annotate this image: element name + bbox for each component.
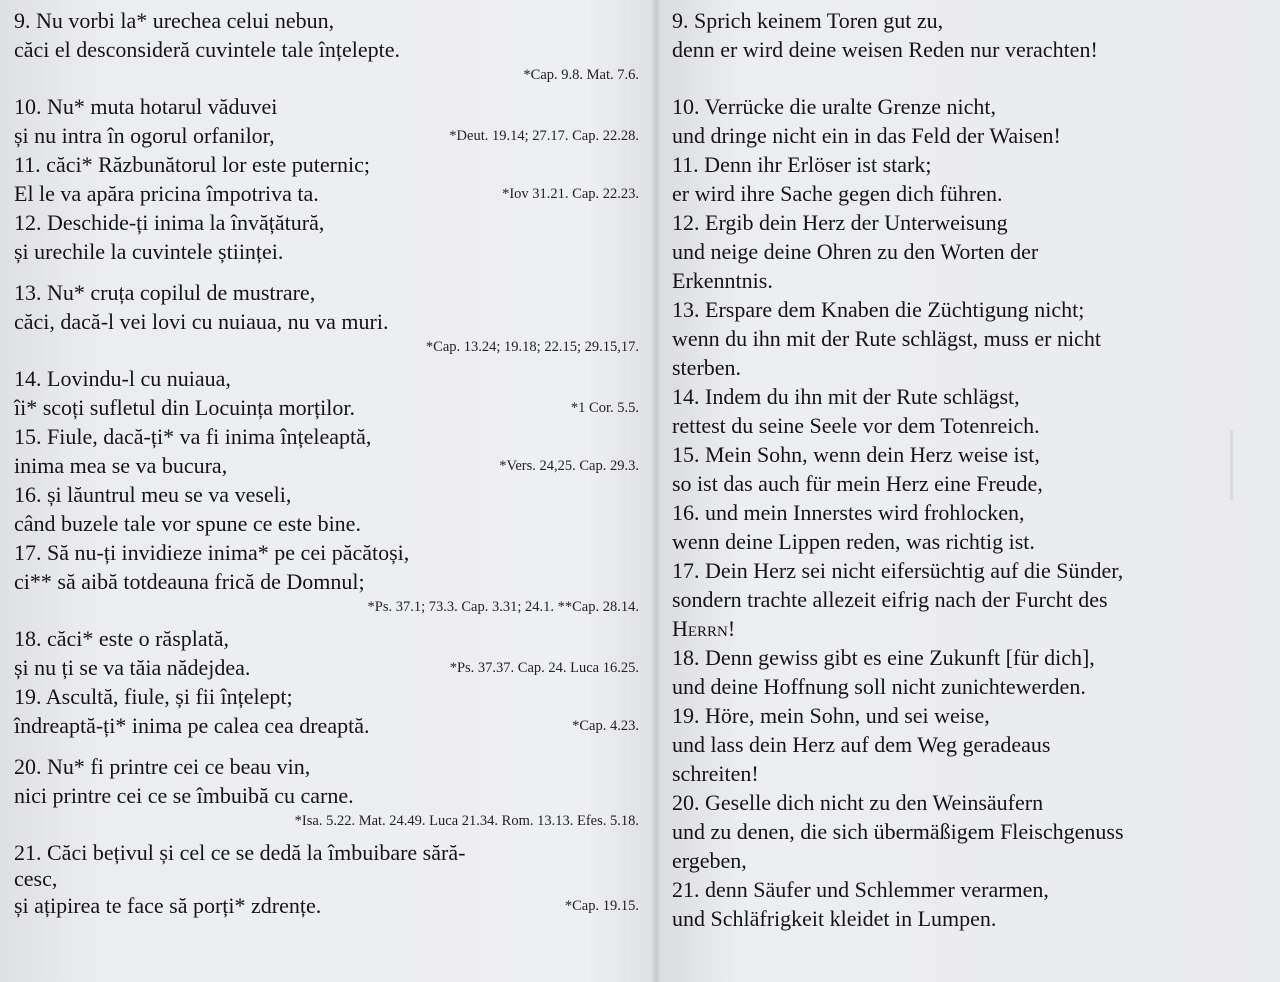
cross-reference: *Cap. 9.8. Mat. 7.6.: [523, 67, 639, 83]
verse-line: ci** să aibă totdeauna frică de Domnul;: [14, 569, 365, 594]
verse-line: 18. căci* este o răsplată,: [14, 626, 230, 651]
verse-line: îndreaptă-ți* inima pe calea cea dreaptă. *Cap. 4.23.: [14, 713, 639, 738]
german-column: [672, 6, 1267, 933]
verse-line: und zu denen, die sich übermäßigem Fleischgenuss: [672, 819, 1124, 844]
verse-line: 20. Nu* fi printre cei ce beau vin,: [14, 754, 311, 779]
verse-line: wenn deine Lippen reden, was richtig ist.: [672, 529, 1035, 554]
verse-line: nici printre cei ce se îmbuibă cu carne.: [14, 783, 354, 808]
romanian-column: [14, 6, 639, 920]
verse-line: și nu ți se va tăia nădejdea. *Ps. 37.37. Cap. 24. Luca 16.25.: [14, 655, 639, 680]
verse-line: 19. Ascultă, fiule, și fii înțelept;: [14, 684, 293, 709]
verse-line: und neige deine Ohren zu den Worten der: [672, 239, 1039, 264]
verse-line: 16. und mein Innerstes wird frohlocken,: [672, 500, 1025, 525]
verse-line: 19. Höre, mein Sohn, und sei weise,: [672, 703, 990, 728]
verse-line: căci, dacă-l vei lovi cu nuiaua, nu va muri.: [14, 309, 389, 334]
verse-line: 10. Verrücke die uralte Grenze nicht,: [672, 94, 996, 119]
verse-line: sondern trachte allezeit eifrig nach der Furcht des: [672, 587, 1108, 612]
verse-line: 15. Mein Sohn, wenn dein Herz weise ist,: [672, 442, 1040, 467]
verse-line: schreiten!: [672, 761, 759, 786]
verse-line: sterben.: [672, 355, 742, 380]
cross-reference: *Ps. 37.1; 73.3. Cap. 3.31; 24.1. **Cap. 28.14.: [367, 599, 639, 615]
verse-line: 9. Sprich keinem Toren gut zu,: [672, 8, 944, 33]
verse-line: wenn du ihn mit der Rute schlägst, muss er nicht: [672, 326, 1101, 351]
verse-line: und dringe nicht ein in das Feld der Waisen!: [672, 123, 1061, 148]
verse-line: și ațipirea te face să porți* zdrențe. *Cap. 19.15.: [14, 893, 639, 918]
verse-line: und lass dein Herz auf dem Weg geradeaus: [672, 732, 1051, 757]
cross-reference: *Cap. 13.24; 19.18; 22.15; 29.15,17.: [425, 339, 639, 355]
verse-line: und Schläfrigkeit kleidet in Lumpen.: [672, 906, 997, 931]
verse-line: 14. Indem du ihn mit der Rute schlägst,: [672, 384, 1020, 409]
verse-line: so ist das auch für mein Herz eine Freude,: [672, 471, 1043, 496]
verse-line: und deine Hoffnung soll nicht zunichtewerden.: [672, 674, 1086, 699]
verse-line: 12. Deschide-ți inima la învățătură,: [14, 210, 325, 235]
verse-line: și urechile la cuvintele științei.: [14, 239, 284, 264]
verse-line: denn er wird deine weisen Reden nur verachten!: [672, 37, 1098, 62]
verse-line: 21. Căci bețivul și cel ce se dedă la îmbuibare sără-: [14, 840, 466, 865]
verse-line: 18. Denn gewiss gibt es eine Zukunft [für dich],: [672, 645, 1095, 670]
verse-line: 17. Dein Herz sei nicht eifersüchtig auf die Sünder,: [672, 558, 1124, 583]
verse-line: Herrn!: [672, 616, 736, 641]
verse-line: ergeben,: [672, 848, 747, 873]
verse-line: 15. Fiule, dacă-ți* va fi inima înțeleaptă,: [14, 424, 372, 449]
verse-line: inima mea se va bucura, *Vers. 24,25. Cap. 29.3.: [14, 453, 639, 478]
verse-line: 11. căci* Răzbunătorul lor este puternic;: [14, 152, 370, 177]
verse-line: 11. Denn ihr Erlöser ist stark;: [672, 152, 932, 177]
verse-line: cesc,: [14, 866, 58, 891]
verse-line: 12. Ergib dein Herz der Unterweisung: [672, 210, 1008, 235]
verse-line: căci el desconsideră cuvintele tale înțelepte.: [14, 37, 401, 62]
verse-line: 13. Erspare dem Knaben die Züchtigung nicht;: [672, 297, 1085, 322]
verse-line: 20. Geselle dich nicht zu den Weinsäufern: [672, 790, 1044, 815]
verse-line: 14. Lovindu-l cu nuiaua,: [14, 366, 231, 391]
verse-line: Erkenntnis.: [672, 268, 773, 293]
verse-line: 21. denn Säufer und Schlemmer verarmen,: [672, 877, 1049, 902]
verse-line: 10. Nu* muta hotarul văduvei: [14, 94, 278, 119]
verse-line: 17. Să nu-ți invidieze inima* pe cei păcătoși,: [14, 540, 410, 565]
verse-line: și nu intra în ogorul orfanilor, *Deut. 19.14; 27.17. Cap. 22.28.: [14, 123, 639, 148]
verse-line: El le va apăra pricina împotriva ta. *Iov 31.21. Cap. 22.23.: [14, 181, 639, 206]
verse-line: 16. și lăuntrul meu se va veseli,: [14, 482, 292, 507]
verse-line: când buzele tale vor spune ce este bine.: [14, 511, 361, 536]
cross-reference: *Isa. 5.22. Mat. 24.49. Luca 21.34. Rom. 13.13. Efes. 5.18.: [294, 813, 639, 829]
book-gutter: [651, 0, 661, 982]
verse-line: îi* scoți sufletul din Locuința morților. *1 Cor. 5.5.: [14, 395, 639, 420]
verse-line: 9. Nu vorbi la* urechea celui nebun,: [14, 8, 335, 33]
verse-line: rettest du seine Seele vor dem Totenreich.: [672, 413, 1040, 438]
verse-line: er wird ihre Sache gegen dich führen.: [672, 181, 1003, 206]
verse-line: 13. Nu* cruța copilul de mustrare,: [14, 280, 316, 305]
